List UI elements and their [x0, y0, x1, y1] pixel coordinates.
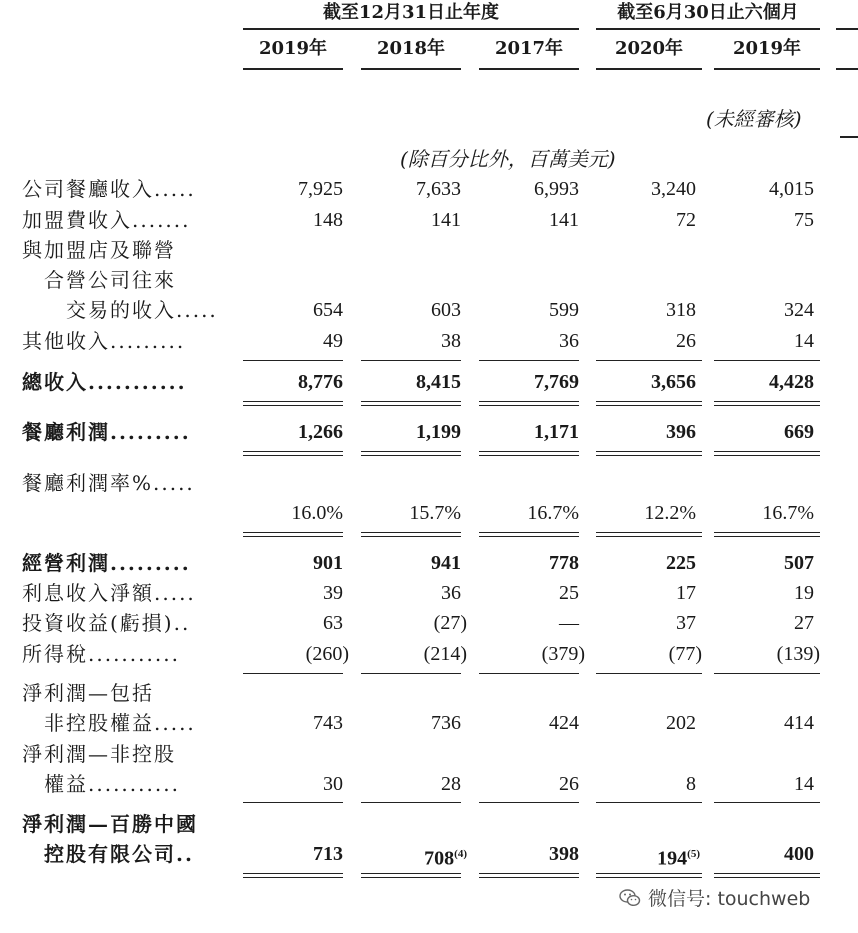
- value-cell: 8,415: [416, 371, 461, 393]
- rule: [243, 802, 343, 803]
- year-underline: [243, 68, 343, 70]
- rule: [714, 802, 820, 803]
- value-text: 708: [424, 847, 455, 870]
- footnote-ref: (5): [687, 848, 700, 860]
- rule: [714, 455, 820, 456]
- rule: [479, 360, 579, 361]
- value-cell: 14: [794, 330, 814, 352]
- unaudited-note: (未經審核): [706, 107, 802, 131]
- value-cell: 25: [559, 582, 579, 604]
- rule: [596, 877, 702, 878]
- rule: [479, 673, 579, 674]
- rule: [361, 877, 461, 878]
- group-header-annual: 截至12月31日止年度: [322, 2, 500, 23]
- rule: [714, 451, 820, 452]
- value-cell: 63: [323, 612, 343, 634]
- value-cell: 16.7%: [527, 502, 579, 524]
- rule: [596, 405, 702, 406]
- value-cell: 8: [686, 773, 696, 795]
- value-cell: 8,776: [298, 371, 343, 393]
- value-cell: 15.7%: [409, 502, 461, 524]
- value-cell: 148: [313, 209, 343, 231]
- rule: [361, 451, 461, 452]
- rule: [596, 536, 702, 537]
- row-label-net-income-incl-nci-line2: 非控股權益.....: [44, 711, 196, 735]
- value-cell: 507: [784, 552, 814, 574]
- row-label-income-tax: 所得稅...........: [22, 642, 180, 666]
- value-cell: 669: [784, 421, 814, 443]
- value-cell: 39: [323, 582, 343, 604]
- value-cell: (139): [776, 643, 820, 665]
- value-text: 194: [657, 847, 688, 870]
- value-cell: 27: [794, 612, 814, 634]
- group-underline-interim: [596, 28, 820, 30]
- value-cell: 3,240: [651, 178, 696, 200]
- value-cell: 36: [441, 582, 461, 604]
- rule: [361, 532, 461, 533]
- rule: [361, 401, 461, 402]
- value-cell-with-footnote: [361, 841, 467, 872]
- rule: [479, 455, 579, 456]
- rule: [714, 877, 820, 878]
- watermark: [618, 884, 810, 911]
- value-cell: 225: [666, 552, 696, 574]
- value-cell: 12.2%: [644, 502, 696, 524]
- value-cell: 1,199: [416, 421, 461, 443]
- row-label-net-income-nci-line2: 權益...........: [44, 772, 180, 796]
- value-cell: 736: [431, 712, 461, 734]
- rule: [596, 532, 702, 533]
- rule: [479, 873, 579, 874]
- year-header-2020-h1: 2020年: [614, 38, 684, 59]
- rule: [596, 360, 702, 361]
- value-cell: 7,633: [416, 178, 461, 200]
- value-cell: 599: [549, 299, 579, 321]
- rule: [596, 401, 702, 402]
- rule: [479, 405, 579, 406]
- units-note: (除百分比外，百萬美元): [400, 147, 616, 171]
- value-cell: 28: [441, 773, 461, 795]
- rule: [596, 455, 702, 456]
- rule: [714, 401, 820, 402]
- value-cell: 424: [549, 712, 579, 734]
- rule: [243, 360, 343, 361]
- rule: [361, 873, 461, 874]
- rule: [714, 532, 820, 533]
- rule: [596, 451, 702, 452]
- value-cell: 414: [784, 712, 814, 734]
- rule: [596, 873, 702, 874]
- value-cell: 141: [431, 209, 461, 231]
- rule: [361, 673, 461, 674]
- row-label-restaurant-profit: 餐廳利潤.........: [22, 420, 191, 444]
- row-label-franchise-jv-line1: 與加盟店及聯營: [22, 238, 176, 262]
- value-cell: 324: [784, 299, 814, 321]
- value-cell: 49: [323, 330, 343, 352]
- rule: [243, 405, 343, 406]
- row-label-net-income-yum-china-line1: 淨利潤—百勝中國: [22, 812, 198, 836]
- value-cell: 318: [666, 299, 696, 321]
- year-header-2017: 2017年: [494, 38, 564, 59]
- value-cell: 26: [559, 773, 579, 795]
- row-label-net-income-incl-nci-line1: 淨利潤—包括: [22, 681, 154, 705]
- rule: [243, 873, 343, 874]
- year-underline: [714, 68, 820, 70]
- value-cell: 7,925: [298, 178, 343, 200]
- value-cell: 141: [549, 209, 579, 231]
- rule: [479, 877, 579, 878]
- value-cell: (77): [668, 643, 702, 665]
- value-cell: 17: [676, 582, 696, 604]
- value-cell: 36: [559, 330, 579, 352]
- value-cell: 1,266: [298, 421, 343, 443]
- rule: [361, 405, 461, 406]
- rule: [243, 877, 343, 878]
- value-cell: 1,171: [534, 421, 579, 443]
- rule: [361, 802, 461, 803]
- rule: [596, 673, 702, 674]
- rule: [714, 536, 820, 537]
- year-header-2019: 2019年: [258, 38, 328, 59]
- rule: [714, 360, 820, 361]
- rule: [714, 873, 820, 874]
- rule: [479, 451, 579, 452]
- value-cell: 72: [676, 209, 696, 231]
- value-cell: 743: [313, 712, 343, 734]
- value-cell: —: [559, 612, 579, 634]
- value-cell: 713: [313, 843, 343, 865]
- row-label-restaurant-margin: 餐廳利潤率%.....: [22, 471, 195, 495]
- row-label-interest-income: 利息收入淨額.....: [22, 581, 196, 605]
- rule: [243, 455, 343, 456]
- rule: [361, 360, 461, 361]
- rule: [243, 451, 343, 452]
- row-label-total-revenue: 總收入...........: [22, 370, 187, 394]
- value-cell: 30: [323, 773, 343, 795]
- value-cell: 4,428: [769, 371, 814, 393]
- row-label-other-revenue: 其他收入.........: [22, 329, 186, 353]
- value-cell: 75: [794, 209, 814, 231]
- row-label-operating-profit: 經營利潤.........: [22, 551, 191, 575]
- value-cell: 654: [313, 299, 343, 321]
- rule: [714, 405, 820, 406]
- year-header-2019-h1: 2019年: [732, 38, 802, 59]
- value-cell: 38: [441, 330, 461, 352]
- rule: [361, 536, 461, 537]
- value-cell: 398: [549, 843, 579, 865]
- rule: [479, 401, 579, 402]
- value-cell: (27): [433, 612, 467, 634]
- footnote-ref: (4): [454, 848, 467, 860]
- rule: [243, 673, 343, 674]
- watermark-text: 微信号: touchweb: [648, 888, 811, 910]
- rule: [243, 401, 343, 402]
- value-cell: 37: [676, 612, 696, 634]
- year-underline: [596, 68, 702, 70]
- group-header-interim: 截至6月30日止六個月: [617, 2, 799, 23]
- value-cell: 16.0%: [291, 502, 343, 524]
- value-cell: 396: [666, 421, 696, 443]
- row-label-investment-gain: 投資收益(虧損)..: [22, 611, 191, 635]
- value-cell: 941: [431, 552, 461, 574]
- value-cell: 7,769: [534, 371, 579, 393]
- year-underline: [361, 68, 461, 70]
- year-underline: [479, 68, 579, 70]
- value-cell: 603: [431, 299, 461, 321]
- row-label-net-income-yum-china-line2: 控股有限公司..: [44, 842, 194, 866]
- value-cell: 400: [784, 843, 814, 865]
- row-label-franchise-fees: 加盟費收入.......: [22, 208, 191, 232]
- row-label-company-sales: 公司餐廳收入.....: [22, 177, 196, 201]
- value-cell: (379): [541, 643, 585, 665]
- group-underline-extra: [836, 28, 858, 30]
- value-cell-with-footnote: [596, 841, 700, 872]
- wechat-icon: [618, 886, 642, 910]
- rule: [361, 455, 461, 456]
- note-underline: [840, 136, 858, 138]
- value-cell: (214): [423, 643, 467, 665]
- value-cell: 778: [549, 552, 579, 574]
- group-underline-annual: [243, 28, 579, 30]
- value-cell: 19: [794, 582, 814, 604]
- rule: [243, 536, 343, 537]
- year-header-2018: 2018年: [376, 38, 446, 59]
- rule: [714, 673, 820, 674]
- rule: [596, 802, 702, 803]
- value-cell: 901: [313, 552, 343, 574]
- value-cell: 14: [794, 773, 814, 795]
- value-cell: 3,656: [651, 371, 696, 393]
- row-label-net-income-nci-line1: 淨利潤—非控股: [22, 742, 176, 766]
- row-label-franchise-jv-line3: 交易的收入.....: [66, 298, 218, 322]
- rule: [479, 536, 579, 537]
- rule: [479, 532, 579, 533]
- row-label-franchise-jv-line2: 合營公司往來: [44, 268, 176, 292]
- value-cell: 26: [676, 330, 696, 352]
- value-cell: 202: [666, 712, 696, 734]
- value-cell: 4,015: [769, 178, 814, 200]
- rule: [479, 802, 579, 803]
- year-underline: [836, 68, 858, 70]
- value-cell: (260): [305, 643, 349, 665]
- value-cell: 6,993: [534, 178, 579, 200]
- value-cell: 16.7%: [762, 502, 814, 524]
- rule: [243, 532, 343, 533]
